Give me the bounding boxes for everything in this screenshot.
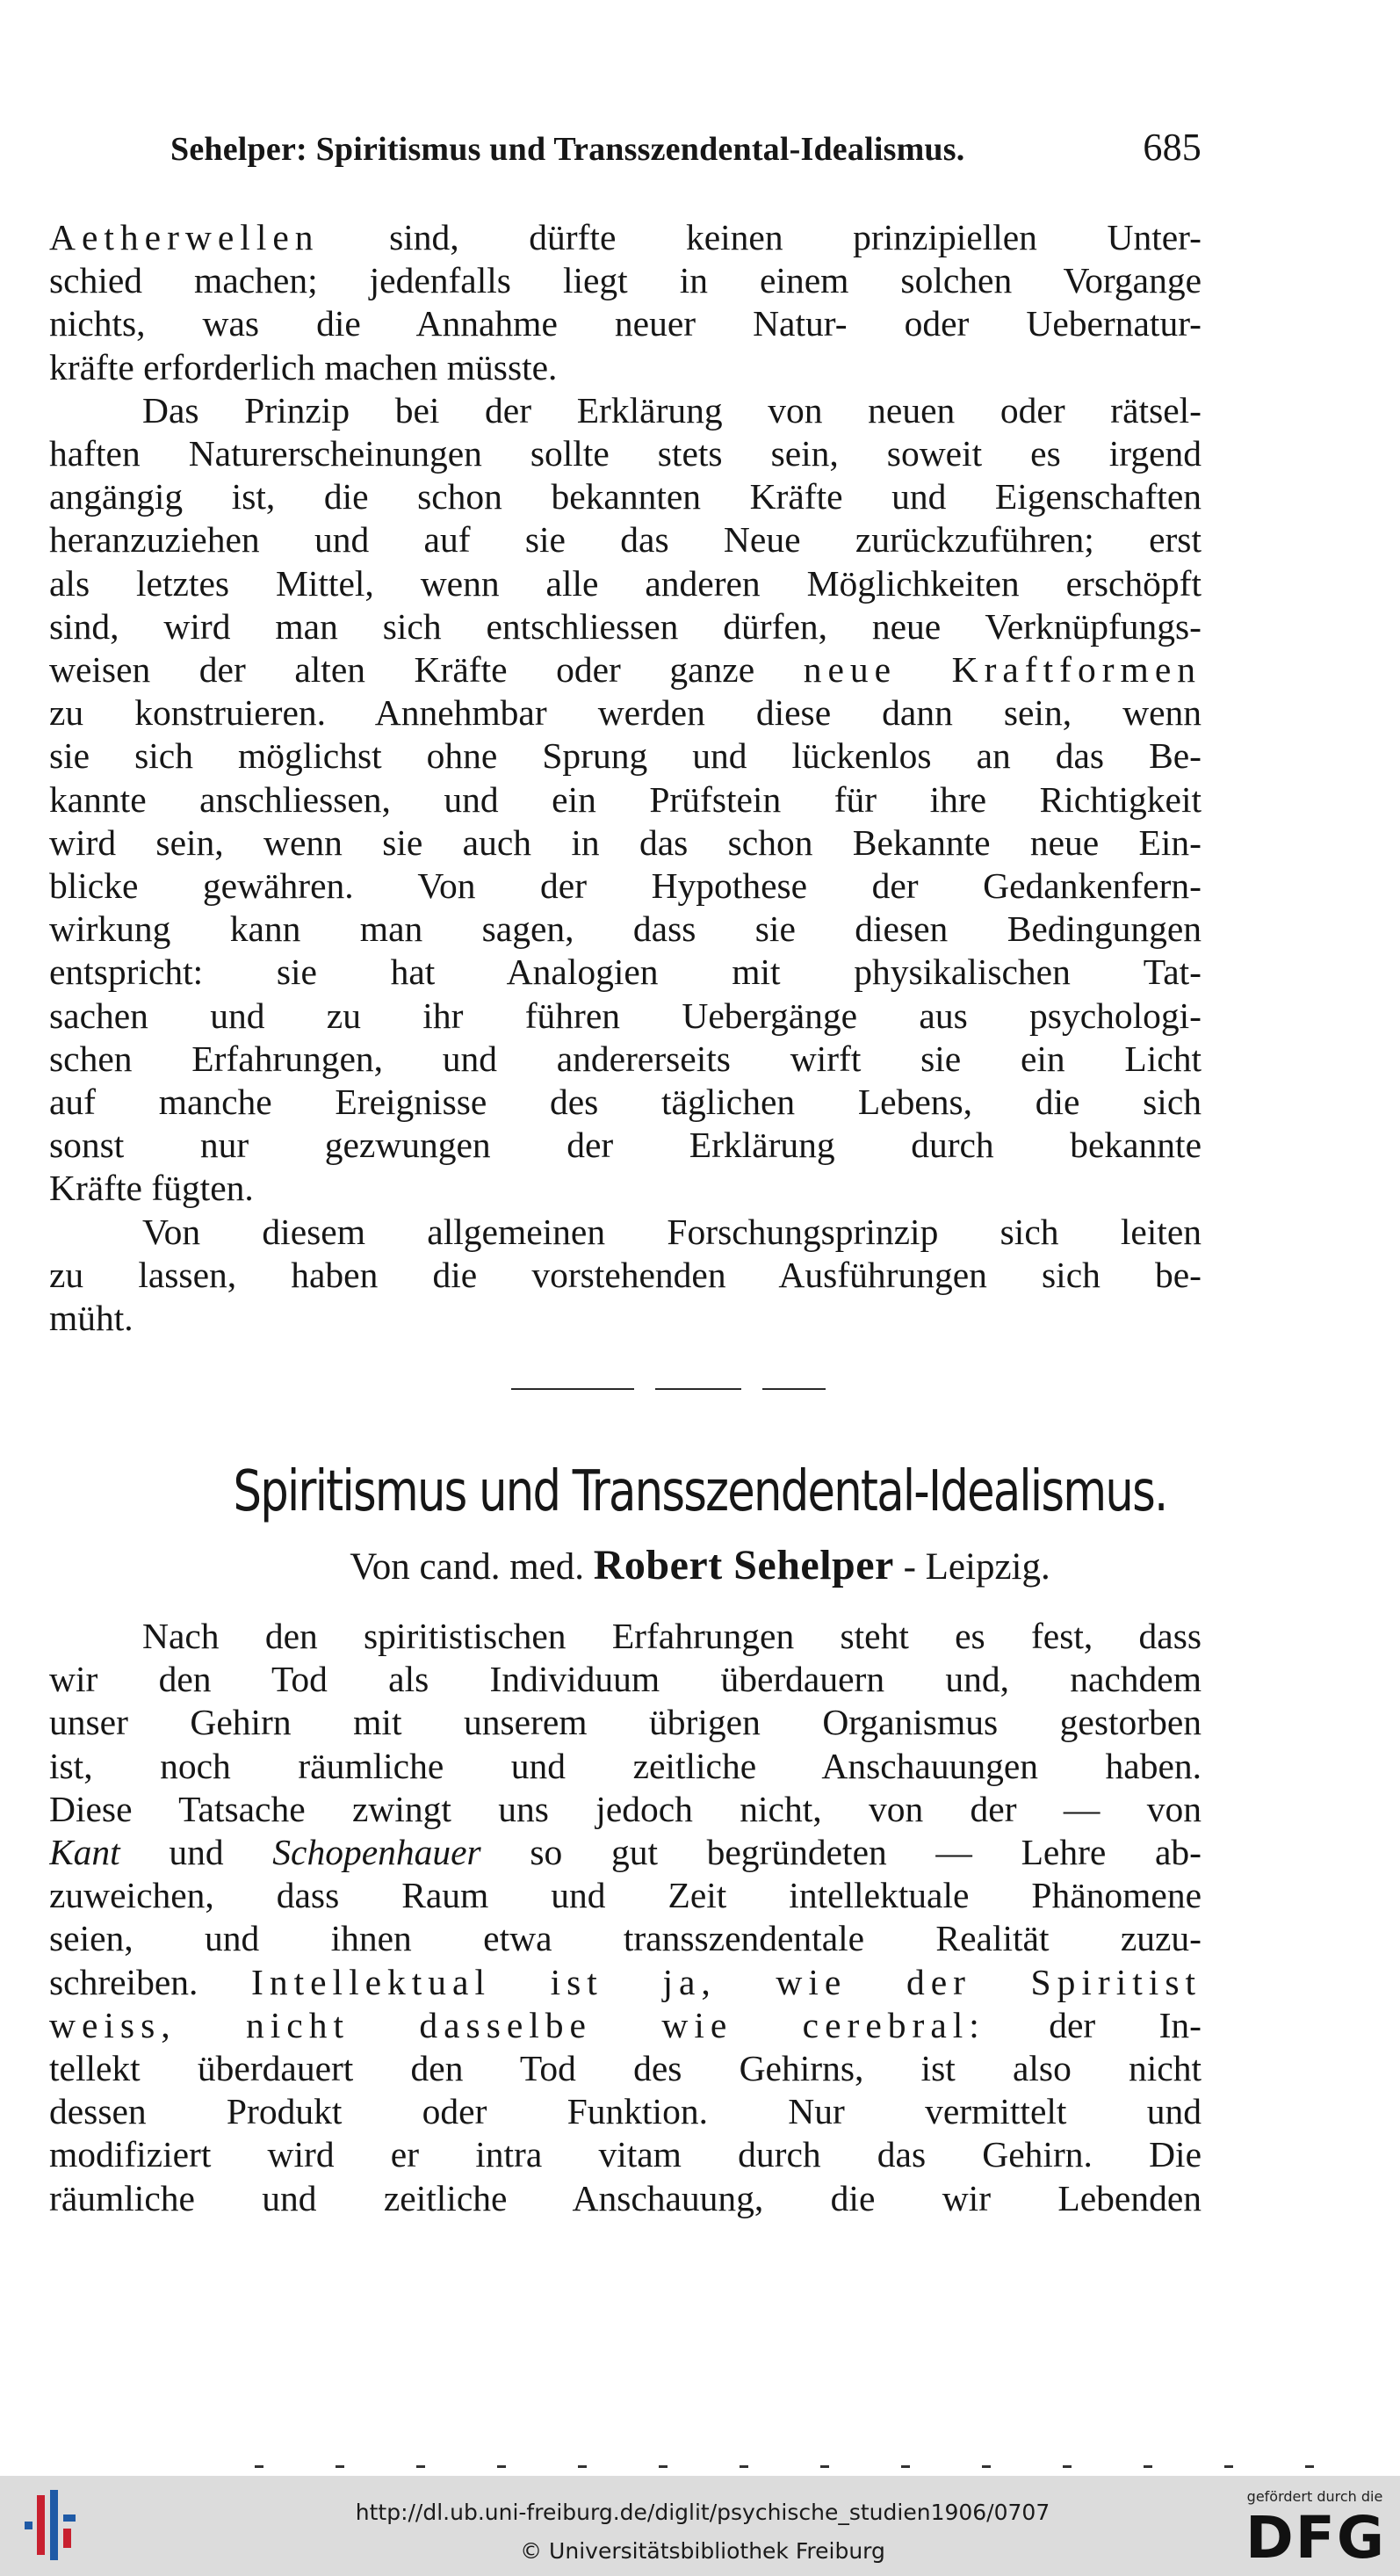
text-line [49, 302, 1202, 345]
ub-freiburg-logo [21, 2490, 91, 2560]
text-run: müht. [49, 1298, 134, 1338]
text-line [49, 605, 1202, 648]
text-line [49, 562, 1202, 605]
text-run: nichts, was die Annahme neuer Natur- oder Uebernatur- [49, 303, 1202, 344]
running-head [170, 125, 1202, 181]
text-line [49, 1081, 1202, 1124]
text-line [49, 432, 1202, 475]
text-run: Intellektual ist ja, wie der Spiritist [251, 1961, 1202, 2002]
text-run: modifiziert wird er intra vitam durch das Gehirn. Die [49, 2134, 1202, 2175]
byline-prefix: Von cand. med. [350, 1546, 584, 1588]
text-line [49, 995, 1202, 1038]
article-title: Spiritismus und Transszendental-Idealismus. [233, 1459, 1167, 1524]
text-run: blicke gewähren. Von der Hypothese der Gedankenfern- [49, 865, 1202, 906]
text-line [49, 1874, 1202, 1917]
text-run: zu konstruieren. Annehmbar werden diese dann sein, wenn [49, 692, 1202, 734]
text-line [49, 1917, 1202, 1960]
text-run: weisen der alten Kräfte oder ganze [49, 649, 804, 690]
text-line [49, 865, 1202, 908]
text-run: Schopenhauer [272, 1832, 481, 1872]
page-number: 685 [1143, 126, 1202, 169]
section-divider [511, 1388, 826, 1390]
text-run: und [119, 1832, 273, 1872]
text-line [49, 2004, 1202, 2047]
permalink-url[interactable]: http://dl.ub.uni-freiburg.de/diglit/psychische_studien1906/0707 [355, 2500, 1050, 2525]
text-line [49, 691, 1202, 734]
text-run: Das Prinzip bei der Erklärung von neuen oder rätsel- [142, 389, 1202, 431]
text-run: Diese Tatsache zwingt uns jedoch nicht, von der — von [49, 1788, 1202, 1829]
text-run: sonst nur gezwungen der Erklärung durch bekannte [49, 1125, 1202, 1166]
page-bottom-marks [255, 2465, 1353, 2468]
byline [0, 1539, 1400, 1592]
text-line [49, 908, 1202, 951]
text-run: wir den Tod als Individuum überdauern und, nachdem [49, 1659, 1202, 1700]
text-run: Nach den spiritistischen Erfahrungen steht es fest, dass [142, 1616, 1202, 1656]
text-line [49, 1297, 1202, 1340]
text-line [49, 1038, 1202, 1081]
text-line [49, 346, 1202, 389]
text-run: sind, dürfte keinen prinzipiellen Unter- [319, 217, 1202, 257]
text-run: Aetherwellen [49, 217, 320, 257]
text-line [49, 1961, 1202, 2004]
text-run: Kant [49, 1832, 120, 1872]
text-run: ist, noch räumliche und zeitliche Anschauungen haben. [49, 1745, 1202, 1786]
text-run: wirkung kann man sagen, dass sie diesen Bedingungen [49, 908, 1202, 950]
text-line [49, 1124, 1202, 1167]
text-line [49, 821, 1202, 865]
text-line [49, 1788, 1202, 1831]
text-line [49, 734, 1202, 778]
viewer-footer [0, 2476, 1400, 2576]
text-line [142, 1615, 1202, 1658]
text-line [49, 216, 1202, 259]
text-run: entspricht: sie hat Analogien mit physikalischen Tat- [49, 952, 1202, 993]
text-line [142, 1211, 1202, 1254]
sponsor-caption: gefördert durch die [1246, 2488, 1383, 2505]
copyright-notice: © Universitätsbibliothek Freiburg [520, 2538, 885, 2564]
text-run: angängig ist, die schon bekannten Kräfte und Eigenschaften [49, 476, 1202, 517]
text-line [49, 778, 1202, 821]
text-run: unser Gehirn mit unserem übrigen Organismus gestorben [49, 1702, 1202, 1743]
text-run: räumliche und zeitliche Anschauung, die wir Lebenden [49, 2177, 1202, 2218]
text-line [49, 951, 1202, 994]
text-run: Kräfte fügten. [49, 1168, 254, 1209]
dfg-logo: DFG [1245, 2504, 1387, 2572]
text-run: so gut begründeten — Lehre ab- [480, 1832, 1202, 1872]
text-line [49, 475, 1202, 518]
text-run: tellekt überdauert den Tod des Gehirns, ist also nicht [49, 2048, 1202, 2088]
text-line [49, 259, 1202, 302]
text-run: seien, und ihnen etwa transszendentale Realität zuzu- [49, 1918, 1202, 1959]
text-run: zuweichen, dass Raum und Zeit intellektuale Phänomene [49, 1875, 1202, 1916]
text-run: sachen und zu ihr führen Uebergänge aus psychologi- [49, 995, 1202, 1036]
text-run: schreiben. [49, 1961, 252, 2002]
text-run: sind, wird man sich entschliessen dürfen, neue Verknüpfungs- [49, 605, 1202, 647]
text-run: zu lassen, haben die vorstehenden Ausführungen sich be- [49, 1254, 1202, 1295]
text-line [49, 2133, 1202, 2176]
text-run: kannte anschliessen, und ein Prüfstein für ihre Richtigkeit [49, 778, 1202, 820]
text-run: der In- [985, 2004, 1202, 2045]
text-run: wird sein, wenn sie auch in das schon Bekannte neue Ein- [49, 821, 1202, 863]
text-run: auf manche Ereignisse des täglichen Lebens, die sich [49, 1082, 1202, 1122]
text-line [49, 2177, 1202, 2220]
text-run: als letztes Mittel, wenn alle anderen Möglichkeiten erschöpft [49, 562, 1202, 604]
text-run: schen Erfahrungen, und andererseits wirft sie ein Licht [49, 1038, 1202, 1079]
byline-suffix: - Leipzig. [903, 1546, 1050, 1588]
text-run: Von diesem allgemeinen Forschungsprinzip sich leiten [142, 1211, 1202, 1252]
text-line [49, 2047, 1202, 2090]
text-line [49, 1745, 1202, 1788]
text-line [49, 2090, 1202, 2133]
text-run: haften Naturerscheinungen sollte stets sein, soweit es irgend [49, 433, 1202, 474]
text-line [49, 1701, 1202, 1744]
text-run: heranzuziehen und auf sie das Neue zurückzuführen; erst [49, 519, 1202, 561]
text-line [49, 1658, 1202, 1701]
running-head-title: Sehelper: Spiritismus und Transszendental-Idealismus. [170, 131, 965, 168]
text-run: kräfte erforderlich machen müsste. [49, 346, 558, 387]
text-run: schied machen; jedenfalls liegt in einem solchen Vorgange [49, 260, 1202, 301]
text-line [49, 648, 1202, 691]
text-line [142, 389, 1202, 432]
author-name: Robert Sehelper [593, 1542, 894, 1588]
text-line [49, 1254, 1202, 1297]
text-run: dessen Produkt oder Funktion. Nur vermittelt und [49, 2091, 1202, 2132]
text-line [49, 518, 1202, 561]
text-run: weiss, nicht dasselbe wie cerebral: [49, 2004, 985, 2045]
text-run: sie sich möglichst ohne Sprung und lückenlos an das Be- [49, 735, 1202, 777]
text-run: neue Kraftformen [803, 649, 1202, 690]
text-line [49, 1167, 1202, 1210]
text-line [49, 1831, 1202, 1874]
